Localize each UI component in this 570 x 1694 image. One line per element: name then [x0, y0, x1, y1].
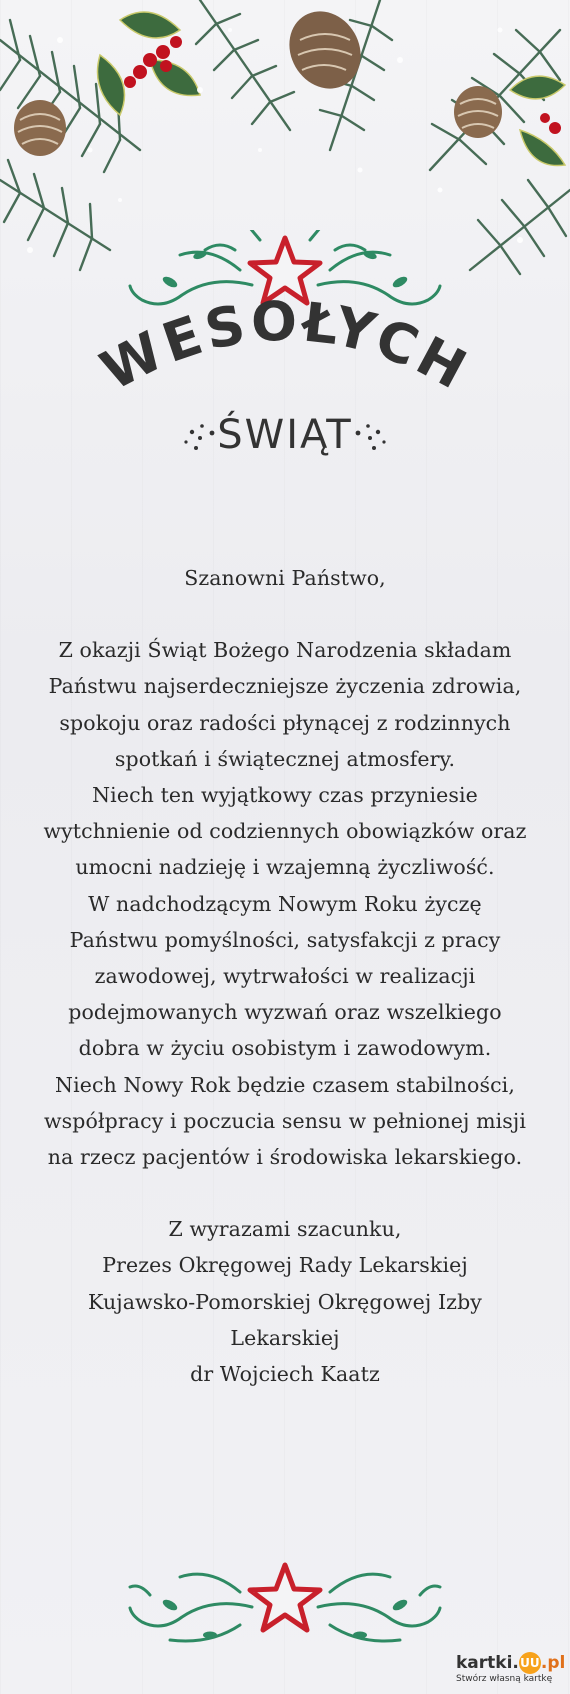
signature-title-line: Prezes Okręgowej Rady Lekarskiej	[102, 1253, 468, 1278]
wishes-line: Państwu pomyślności, satysfakcji z pracy	[69, 927, 501, 952]
logo-badge-icon: UU	[519, 1652, 541, 1674]
bottom-ornament	[0, 1545, 570, 1655]
logo-tagline: Stwórz własną kartkę	[456, 1674, 553, 1684]
wishes-line: na rzecz pacjentów i środowiska lekarskiego.	[47, 1145, 523, 1170]
signature-block	[30, 1211, 540, 1392]
site-logo[interactable]	[456, 1650, 566, 1692]
greeting-line: Szanowni Państwo,	[184, 566, 386, 590]
wishes-line: umocni nadzieję i wzajemną życzliwość.	[75, 855, 495, 880]
wishes-line: Z okazji Świąt Bożego Narodzenia składam	[58, 638, 512, 663]
wishes-line: wytchnienie od codziennych obowiązków oraz	[43, 819, 527, 844]
wishes-line: Niech Nowy Rok będzie czasem stabilności,	[55, 1072, 515, 1097]
wishes-line: podejmowanych wyzwań oraz wszelkiego	[68, 1000, 502, 1025]
title-line2: ŚWIĄT	[217, 412, 353, 458]
signature-title-line: Lekarskiej	[230, 1325, 340, 1350]
wishes-line: spokoju oraz radości płynącej z rodzinnych	[59, 710, 511, 735]
star-icon	[250, 1565, 320, 1630]
pinecone-icon	[14, 0, 502, 156]
wishes-line: współpracy i poczucia sensu w pełnionej misji	[44, 1108, 526, 1133]
logo-brand: kartki.UU.pl	[456, 1653, 566, 1673]
title-block	[0, 230, 570, 530]
signature-name: dr Wojciech Kaatz	[190, 1362, 380, 1387]
closing-line: Z wyrazami szacunku,	[168, 1217, 402, 1242]
message-body	[30, 560, 540, 1392]
wishes-line: W nadchodzącym Nowym Roku życzę	[88, 891, 482, 916]
wishes-line: zawodowej, wytrwałości w realizacji	[94, 964, 476, 989]
wishes-line: dobra w życiu osobistym i zawodowym.	[78, 1036, 492, 1061]
title-line1: WESOŁYCH	[90, 289, 480, 404]
signature-title-line: Kujawsko-Pomorskiej Okręgowej Izby	[88, 1289, 482, 1314]
wishes-line: spotkań i świątecznej atmosfery.	[114, 746, 456, 771]
wishes-line: Niech ten wyjątkowy czas przyniesie	[92, 783, 478, 808]
wishes-paragraph	[30, 632, 540, 1175]
wishes-line: Państwu najserdeczniejsze życzenia zdrowia,	[48, 674, 522, 699]
